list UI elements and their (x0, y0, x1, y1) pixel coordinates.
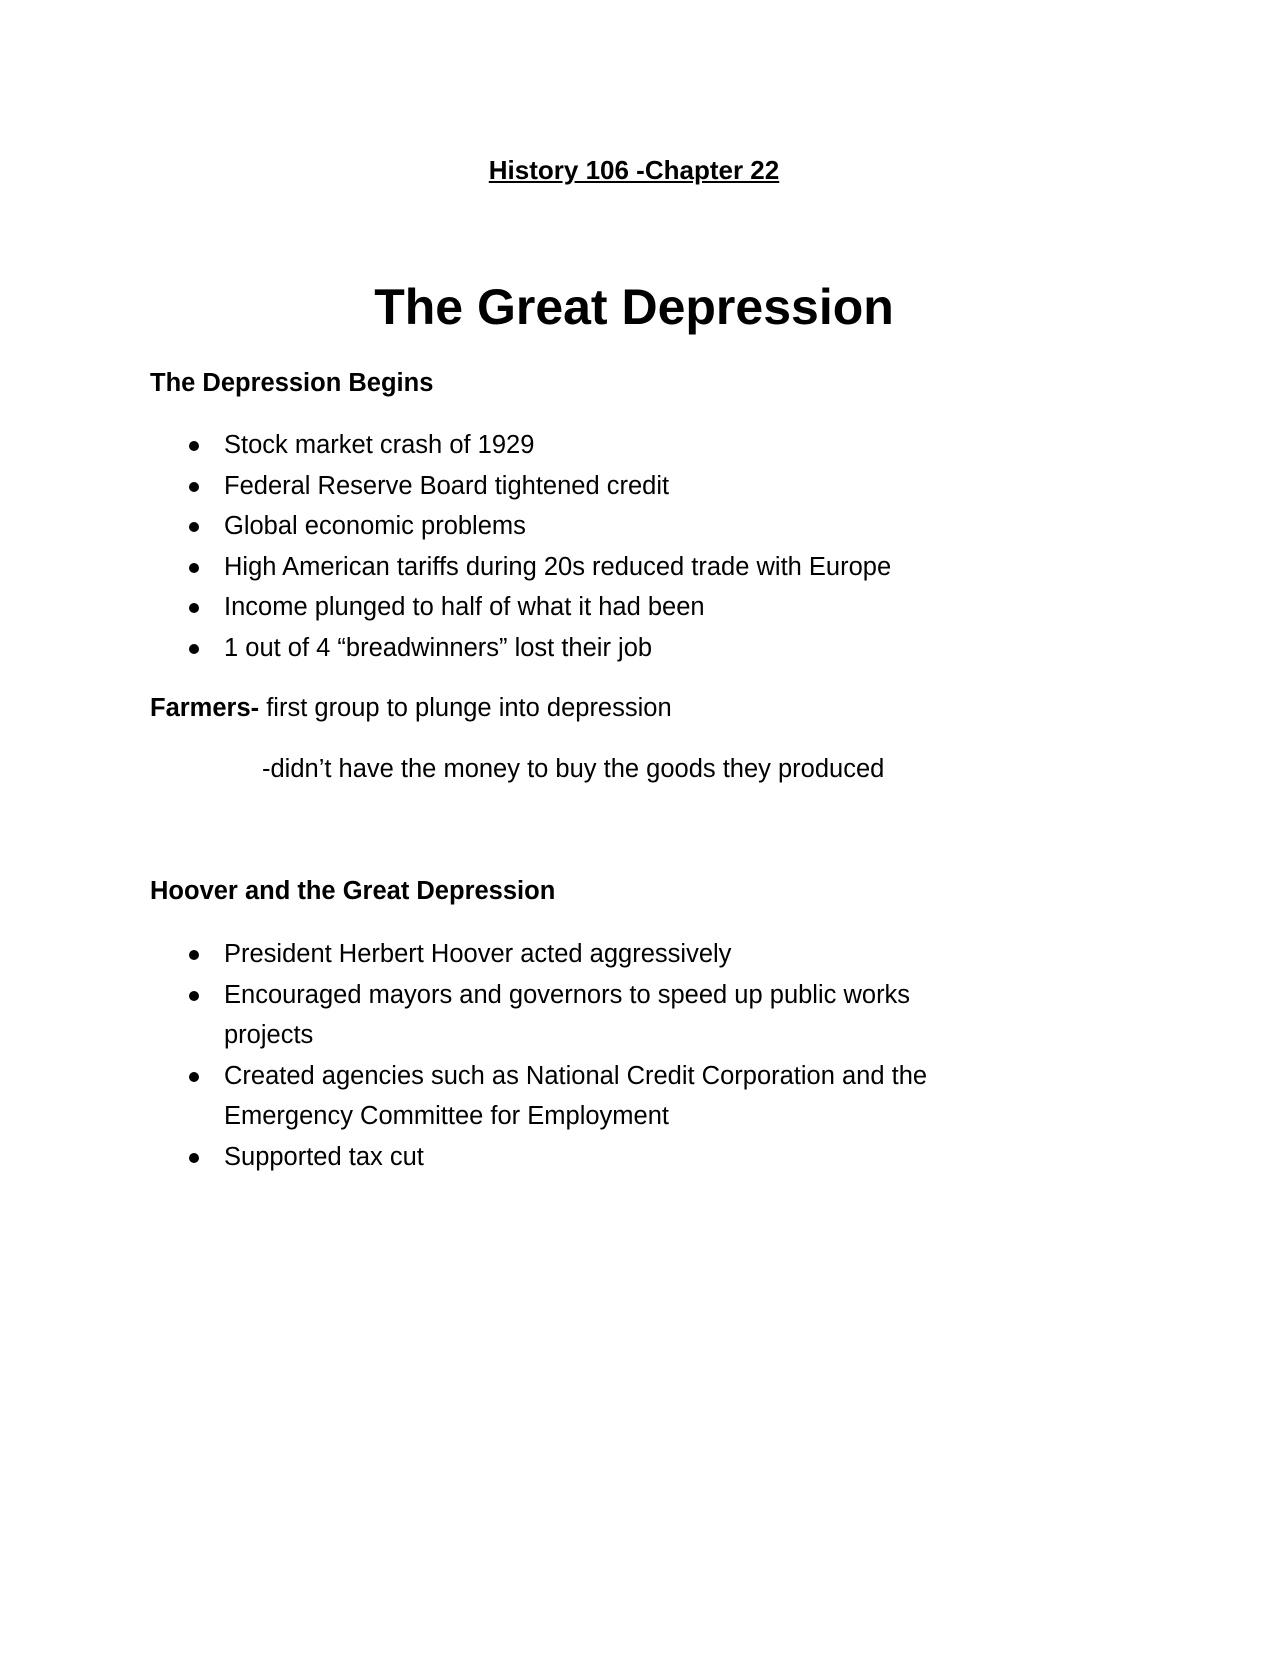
bullet-icon (189, 522, 199, 532)
list-item-text: Federal Reserve Board tightened credit (224, 471, 670, 500)
hoover-list (150, 934, 927, 1178)
farmers-label: Farmers- (150, 694, 260, 722)
list-item (150, 1056, 927, 1137)
farmers-paragraph (150, 694, 672, 723)
bullet-icon (189, 482, 199, 492)
farmers-text: first group to plunge into depression (259, 694, 672, 722)
list-item (150, 547, 891, 588)
list-item (150, 1137, 927, 1178)
bullet-icon (189, 441, 199, 451)
bullet-icon (189, 1153, 199, 1163)
section-heading-depression-begins: The Depression Begins (150, 369, 434, 397)
section-heading-hoover: Hoover and the Great Depression (150, 877, 556, 905)
list-item-text: Encouraged mayors and governors to speed up public works (224, 980, 911, 1009)
bullet-icon (189, 563, 199, 573)
bullet-icon (189, 603, 199, 613)
list-item (150, 425, 891, 466)
list-item-text: High American tariffs during 20s reduced trade with Europe (224, 552, 892, 581)
bullet-icon (189, 950, 199, 960)
list-item (150, 587, 891, 628)
list-item-text: President Herbert Hoover acted aggressively (224, 940, 732, 968)
list-item-text: Supported tax cut (224, 1142, 424, 1171)
list-item (150, 934, 927, 975)
farmers-note: -didn’t have the money to buy the goods they produced (262, 755, 885, 783)
depression-begins-list (150, 425, 891, 669)
list-item-text: Global economic problems (224, 512, 526, 541)
list-item-text-cont: Emergency Committee for Employment (224, 1102, 669, 1131)
bullet-icon (189, 644, 199, 654)
bullet-icon (189, 1072, 199, 1082)
list-item (150, 628, 891, 669)
list-item-text: 1 out of 4 “breadwinners” lost their job (224, 633, 653, 662)
list-item-text: Stock market crash of 1929 (224, 431, 535, 459)
bullet-icon (189, 991, 199, 1001)
list-item (150, 466, 891, 507)
list-item-text: Created agencies such as National Credit Corporation and the (224, 1061, 928, 1090)
list-item-text-cont: projects (224, 1021, 314, 1050)
list-item-text: Income plunged to half of what it had been (224, 593, 705, 622)
list-item (150, 975, 927, 1056)
course-title: History 106 -Chapter 22 (488, 155, 780, 185)
list-item (150, 506, 891, 547)
page-title: The Great Depression (374, 279, 894, 335)
